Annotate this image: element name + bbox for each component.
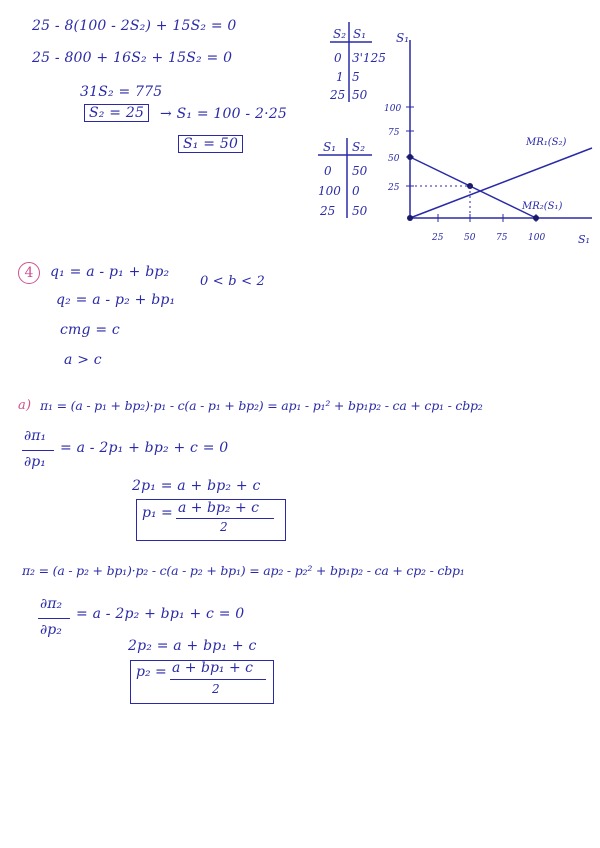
table-s1-s2 bbox=[318, 138, 372, 218]
substitution-arrow-line: → S₁ = 100 - 2·25 bbox=[160, 106, 287, 122]
deriv1-den: ∂p₁ bbox=[24, 454, 46, 470]
table1-cell: 3'125 bbox=[352, 51, 386, 65]
table2-header-2: S₂ bbox=[352, 140, 366, 154]
br2-lhs: p₂ = bbox=[136, 664, 167, 680]
table-s2-s1 bbox=[329, 22, 386, 102]
graph bbox=[384, 31, 592, 246]
demand-eq-1: q₁ = a - p₁ + bp₂ bbox=[50, 264, 170, 280]
endpoint-dot bbox=[407, 154, 413, 160]
br2-line bbox=[170, 679, 266, 680]
equation-line-2: 25 - 800 + 16S₂ + 15S₂ = 0 bbox=[32, 50, 233, 66]
y-tick-label: 25 bbox=[388, 183, 400, 193]
deriv1-num: ∂π₁ bbox=[24, 428, 47, 444]
table2-cell: 50 bbox=[352, 164, 368, 178]
marginal-cost: cmg = c bbox=[60, 322, 120, 338]
y-tick-label: 100 bbox=[384, 104, 402, 114]
mr2-line bbox=[410, 157, 536, 218]
demand-eq-2: q₂ = a - p₂ + bp₁ bbox=[56, 292, 176, 308]
parameter-condition: 0 < b < 2 bbox=[200, 274, 265, 289]
endpoint-dot bbox=[407, 215, 413, 221]
equation-line-1: 25 - 8(100 - 2S₂) + 15S₂ = 0 bbox=[32, 18, 237, 34]
step-2: 2p₂ = a + bp₁ + c bbox=[128, 638, 257, 654]
br1-line bbox=[176, 518, 274, 519]
foc-2: = a - 2p₂ + bp₁ + c = 0 bbox=[76, 606, 245, 622]
br2-num: a + bp₁ + c bbox=[172, 660, 253, 676]
part-a-label: a) bbox=[18, 398, 32, 413]
x-tick-label: 25 bbox=[432, 233, 444, 243]
table2-header-1: S₁ bbox=[323, 140, 337, 154]
deriv2-num: ∂π₂ bbox=[40, 596, 63, 612]
br1-den: 2 bbox=[220, 520, 228, 534]
result-s2-box: S₂ = 25 bbox=[84, 104, 149, 122]
y-tick-label: 75 bbox=[388, 128, 400, 138]
table2-cell: 100 bbox=[318, 184, 341, 198]
profit-1: π₁ = (a - p₁ + bp₂)·p₁ - c(a - p₁ + bp₂) = ap₁ - p₁² + bp₁p₂ - ca + cp₁ - cbp₂ bbox=[40, 398, 483, 413]
table1-header-1: S₂ bbox=[333, 27, 347, 41]
table1-cell: 5 bbox=[352, 70, 360, 84]
deriv1-line bbox=[22, 450, 54, 451]
table1-header-2: S₁ bbox=[353, 27, 367, 41]
table2-cell: 50 bbox=[352, 204, 368, 218]
x-tick-label: 100 bbox=[528, 233, 546, 243]
equation-line-3: 31S₂ = 775 bbox=[80, 84, 163, 100]
mr1-label: MR₁(S₂) bbox=[526, 137, 567, 148]
br1-lhs: p₁ = bbox=[142, 505, 173, 521]
table2-cell: 0 bbox=[352, 184, 360, 198]
mr1-line bbox=[410, 148, 592, 218]
a-greater-c: a > c bbox=[64, 352, 102, 368]
x-axis-label: S₁ bbox=[578, 233, 590, 246]
br1-num: a + bp₂ + c bbox=[178, 500, 259, 516]
result-s1-box: S₁ = 50 bbox=[178, 135, 243, 153]
step-1: 2p₁ = a + bp₂ + c bbox=[132, 478, 261, 494]
table1-cell: 50 bbox=[352, 88, 368, 102]
mr2-label: MR₂(S₁) bbox=[522, 201, 563, 212]
foc-1: = a - 2p₁ + bp₂ + c = 0 bbox=[60, 440, 229, 456]
table1-cell: 0 bbox=[334, 51, 342, 65]
deriv2-line bbox=[38, 618, 70, 619]
table2-cell: 25 bbox=[320, 204, 336, 218]
table2-cell: 0 bbox=[324, 164, 332, 178]
problem-number: 4 bbox=[18, 262, 40, 284]
y-axis-label: S₁ bbox=[396, 31, 410, 45]
table1-cell: 25 bbox=[330, 88, 346, 102]
best-response-figure bbox=[0, 0, 600, 260]
table1-cell: 1 bbox=[336, 70, 344, 84]
profit-2: π₂ = (a - p₂ + bp₁)·p₂ - c(a - p₂ + bp₁) = ap₂ - p₂² + bp₁p₂ - ca + cp₂ - cbp₁ bbox=[22, 563, 465, 578]
x-tick-label: 50 bbox=[464, 233, 476, 243]
y-tick-label: 50 bbox=[388, 154, 400, 164]
br2-den: 2 bbox=[212, 682, 220, 696]
deriv2-den: ∂p₂ bbox=[40, 622, 62, 638]
x-tick-label: 75 bbox=[496, 233, 508, 243]
endpoint-dot bbox=[533, 215, 539, 221]
